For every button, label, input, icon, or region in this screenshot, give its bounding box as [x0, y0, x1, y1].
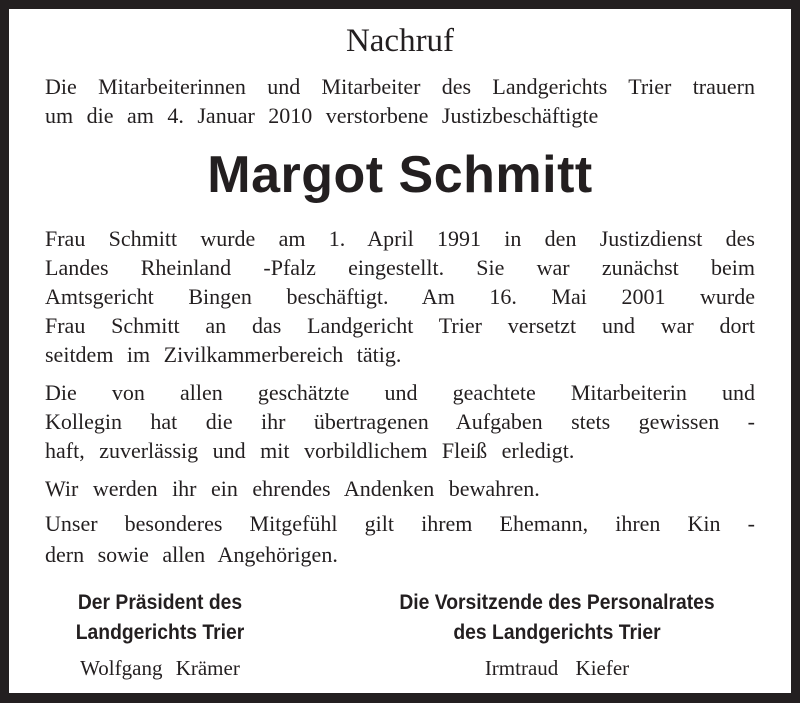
body-line: haft, zuverlässig und mit vorbildlichem Fleiß erledigt. — [45, 438, 575, 463]
body-line: seitdem im Zivilkammerbereich tätig. — [45, 342, 402, 367]
signatory-name: Irmtraud Kiefer — [484, 656, 630, 680]
signature-title: des Landgerichts Trier — [453, 621, 661, 644]
body-line: Frau Schmitt wurde am 1. April 1991 in den Justizdienst des — [45, 226, 755, 251]
notice-title: Nachruf — [345, 23, 455, 59]
signature-title: Landgerichts Trier — [75, 621, 245, 644]
body-line: Die von allen geschätzte und geachtete Mitarbeiterin und — [45, 380, 755, 405]
signature-title: Der Präsident des — [77, 591, 243, 614]
body-line: Wir werden ihr ein ehrendes Andenken bewahren. — [45, 476, 540, 501]
body-line: Amtsgericht Bingen beschäftigt. Am 16. Mai 2001 wurde — [45, 284, 755, 309]
signature-president — [29, 588, 291, 681]
signature-staff-council — [367, 588, 747, 681]
intro-line: um die am 4. Januar 2010 verstorbene Justizbeschäftigte — [45, 103, 599, 128]
body-line: Frau Schmitt an das Landgericht Trier versetzt und war dort — [45, 313, 755, 338]
body-line: Kollegin hat die ihr übertragenen Aufgaben stets gewissen - — [45, 409, 755, 434]
signatory-name: Wolfgang Krämer — [80, 656, 240, 680]
body-line: Unser besonderes Mitgefühl gilt ihrem Ehemann, ihren Kin - — [45, 511, 755, 536]
deceased-name: Margot Schmitt — [207, 146, 593, 204]
body-line: Landes Rheinland -Pfalz eingestellt. Sie war zunächst beim — [45, 255, 755, 280]
signature-title: Die Vorsitzende des Personalrates — [399, 591, 715, 614]
intro-line: Die Mitarbeiterinnen und Mitarbeiter des Landgerichts Trier trauern — [45, 74, 755, 99]
body-line: dern sowie allen Angehörigen. — [45, 542, 338, 567]
obituary-notice — [9, 9, 791, 693]
